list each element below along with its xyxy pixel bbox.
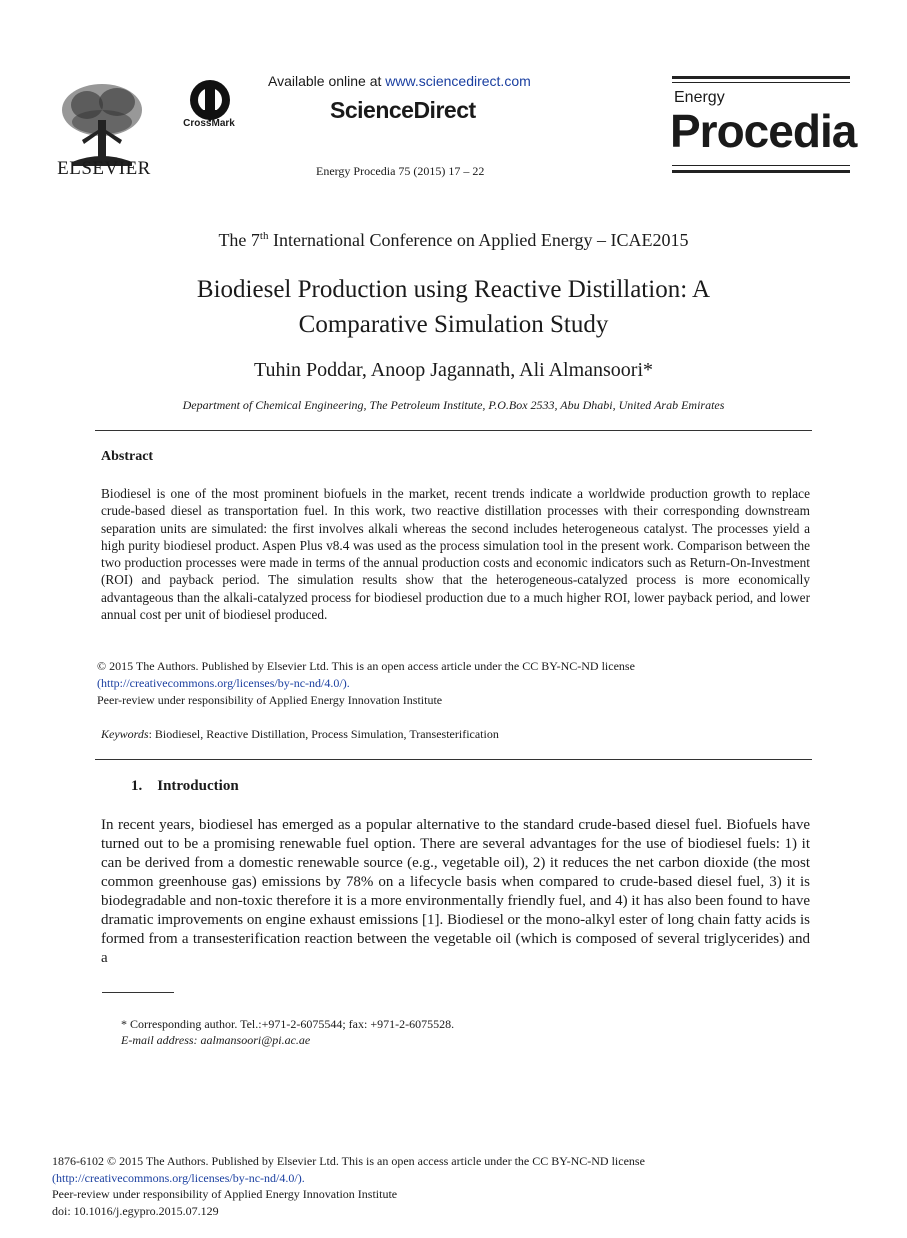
conference-ordinal: th: [259, 230, 269, 242]
sciencedirect-wordmark: ScienceDirect: [330, 97, 476, 123]
email-label: E-mail address:: [121, 1033, 198, 1047]
footer-license-link[interactable]: (http://creativecommons.org/licenses/by-nc-nd/4.0/).: [52, 1170, 305, 1185]
email-address[interactable]: aalmansoori@pi.ac.ae: [197, 1033, 311, 1047]
paper-title: [100, 272, 807, 342]
sciencedirect-link[interactable]: www.sciencedirect.com: [385, 73, 531, 89]
email-line: [121, 1032, 454, 1048]
journal-rule: [672, 170, 850, 173]
footnote: [121, 1016, 454, 1048]
authors: Tuhin Poddar, Anoop Jagannath, Ali Almansoori*: [253, 359, 654, 381]
publisher-name: ELSEVIER: [57, 158, 151, 179]
crossmark-label: CrossMark: [183, 118, 235, 129]
available-online: [268, 73, 531, 89]
divider: [95, 759, 812, 760]
journal-name-large: Procedia: [670, 105, 857, 157]
license-line: © 2015 The Authors. Published by Elsevier Ltd. This is an open access article under the CC BY-NC-ND license: [97, 659, 635, 673]
title-line-2: Comparative Simulation Study: [298, 311, 609, 338]
footer-license: 1876-6102 © 2015 The Authors. Published by Elsevier Ltd. This is an open access article under the CC BY-NC-ND license: [52, 1154, 645, 1168]
keywords-text: : Biodiesel, Reactive Distillation, Process Simulation, Transesterification: [148, 727, 499, 741]
keywords: [101, 727, 499, 742]
abstract-heading: Abstract: [101, 449, 154, 464]
conference-prefix: The 7: [218, 230, 260, 250]
license-link[interactable]: (http://creativecommons.org/licenses/by-nc-nd/4.0/).: [97, 676, 350, 690]
abstract-text: Biodiesel is one of the most prominent biofuels in the market, recent trends indicate a worldwide production growth to replace crude-based diesel as transportation fuel. In this work, two reactive distillation processes with their corresponding downstream separation units are simulated: the first involves alkali whereas the second includes heterogeneous catalyst. The processes yield a high purity biodiesel product. Aspen Plus v8.4 was used as the process simulation tool in the present work. Comparison between the two production processes were made in terms of the annual production costs and economic indicators such as Return-On-Investment (ROI) and payback period. The simulation results show that the heterogeneous-catalyzed process is more economically advantageous than the alkali-catalyzed process for biodiesel production due to a much higher ROI, lower payback period, and lower annual cost per unit of biodiesel produced.: [101, 486, 810, 623]
available-prefix: Available online at: [268, 73, 386, 89]
keywords-label: Keywords: [101, 727, 149, 741]
corresponding-author: * Corresponding author. Tel.:+971-2-6075544; fax: +971-2-6075528.: [121, 1017, 455, 1031]
journal-rule: [672, 82, 850, 83]
journal-name-small: Energy: [674, 89, 725, 106]
journal-citation: Energy Procedia 75 (2015) 17 – 22: [316, 164, 485, 178]
peer-review: Peer-review under responsibility of Applied Energy Innovation Institute: [97, 693, 443, 707]
journal-rule: [672, 76, 850, 79]
title-line-1: Biodiesel Production using Reactive Distillation: A: [196, 276, 711, 303]
section-number: 1.: [131, 778, 143, 794]
license-block: [97, 658, 817, 709]
divider: [95, 430, 812, 431]
conference-name: [0, 230, 907, 251]
conference-rest: International Conference on Applied Energy – ICAE2015: [268, 230, 689, 250]
footnote-rule: [102, 992, 174, 993]
section-heading: [131, 778, 239, 795]
doi[interactable]: doi: 10.1016/j.egypro.2015.07.129: [52, 1203, 219, 1218]
footer-peer-review: Peer-review under responsibility of Applied Energy Innovation Institute: [52, 1187, 398, 1201]
page-footer: [52, 1153, 645, 1219]
intro-paragraph: In recent years, biodiesel has emerged as a popular alternative to the standard crude-based diesel fuel. Biofuels have turned out to be a promising renewable fuel option. There are several advantages for the use of biodiesel fuels: 1) it can be derived from a domestic renewable source (e.g., vegetable oil), 2) it reduces the net carbon dioxide (the most common greenhouse gas) emissions by 78% on a lifecycle basis when compared to crude-based diesel fuel, 3) it is biodegradable and non-toxic therefore it is a more environmentally friendly fuel, and 4) it has also been found to have dramatic improvements on engine exhaust emissions [1]. Biodiesel or the mono-alkyl ester of long chain fatty acids is formed from a transesterification reaction between the vegetable oil (which is composed of several triglycerides) and a: [101, 817, 810, 966]
affiliation: Department of Chemical Engineering, The Petroleum Institute, P.O.Box 2533, Abu Dhabi, United Arab Emirates: [182, 398, 725, 412]
journal-rule: [672, 165, 850, 166]
section-title: Introduction: [157, 778, 239, 794]
